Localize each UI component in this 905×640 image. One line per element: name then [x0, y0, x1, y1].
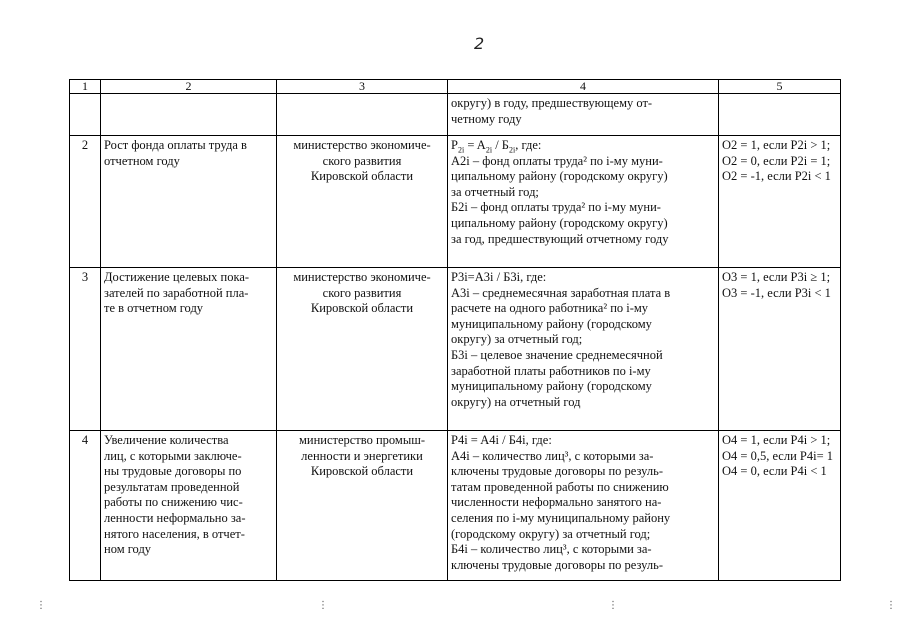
row-number: 3: [70, 268, 101, 431]
text-line: татам проведенной работы по снижению: [451, 479, 669, 494]
table-row: [70, 431, 841, 581]
criteria-table: [69, 79, 841, 581]
text-line: P3i=A3i / Б3i, где:: [451, 270, 547, 284]
text-line: отчетном году: [104, 153, 180, 168]
text-line: численности неформально занятого на-: [451, 495, 662, 510]
scan-mark: ⋮: [886, 600, 896, 611]
table-row: [70, 268, 841, 431]
text-line: P4i = A4i / Б4i, где:: [451, 433, 552, 447]
text-line: за год, предшествующий отчетному году: [451, 231, 669, 246]
column-number: 4: [448, 80, 719, 94]
table-row: [70, 136, 841, 268]
text-line: министерство экономиче-: [293, 270, 431, 284]
text-line: Увеличение количества: [104, 433, 229, 447]
text-line: O2 = 1, если P2i > 1;: [722, 138, 831, 152]
text-line: O3 = -1, если P3i < 1: [722, 285, 831, 300]
text-line: ны трудовые договоры по: [104, 464, 242, 479]
row-number: 4: [70, 431, 101, 581]
text-line: A2i – фонд оплаты труда² по i-му муни-: [451, 153, 663, 168]
text-line: O4 = 1, если P4i > 1;: [722, 433, 831, 447]
text-line: Кировской области: [310, 169, 414, 184]
text-line: O2 = 0, если P2i = 1;: [722, 153, 831, 168]
text-line: ципальному району (городскому округу): [451, 169, 668, 184]
ministry-cell: [277, 431, 448, 581]
column-number-row: [70, 80, 841, 94]
column-number: 2: [101, 80, 277, 94]
table-row: [70, 94, 841, 136]
scores-cell: [719, 431, 841, 581]
text-line: ленности неформально за-: [104, 510, 246, 525]
text-line: O3 = 1, если P3i ≥ 1;: [722, 270, 831, 284]
method-cell: [448, 268, 719, 431]
text-line: ключены трудовые договоры по резуль-: [451, 464, 663, 479]
text-line: министерство экономиче-: [293, 138, 431, 152]
text-line: Б3i – целевое значение среднемесячной: [451, 347, 663, 362]
text-line: результатам проведенной: [104, 479, 240, 494]
text-line: работы по снижению чис-: [104, 495, 243, 510]
text-line: Б4i – количество лиц³, с которыми за-: [451, 542, 652, 557]
page-number: 2: [474, 34, 485, 53]
text-line: муниципальному району (городскому: [451, 379, 652, 394]
text-line: зателей по заработной пла-: [104, 285, 249, 300]
text-line: ленности и энергетики: [301, 448, 423, 463]
method-cell: [448, 431, 719, 581]
text-line: муниципальному району (городскому: [451, 316, 652, 331]
indicator-cell: [101, 431, 277, 581]
text-line: округу) в году, предшествующему от-: [451, 96, 653, 110]
text-line: округу) на отчетный год: [451, 394, 581, 409]
scan-mark: ⋮: [36, 600, 46, 611]
text-line: ского развития: [322, 285, 402, 300]
text-line: лиц, с которыми заключе-: [104, 448, 242, 463]
ministry-cell: [277, 136, 448, 268]
text-line: ключены трудовые договоры по резуль-: [451, 557, 663, 572]
method-cell: [448, 136, 719, 268]
method-cell: [448, 94, 719, 136]
text-line: ном году: [104, 542, 152, 557]
text-line: расчете на одного работника² по i-му: [451, 301, 649, 316]
text-line: заработной платы работников по i-му: [451, 363, 651, 378]
text-line: четному году: [451, 111, 522, 126]
column-number: 1: [70, 80, 101, 94]
column-number: 3: [277, 80, 448, 94]
column-number: 5: [719, 80, 841, 94]
text-line: те в отчетном году: [104, 301, 204, 316]
text-line: ского развития: [322, 153, 402, 168]
text-line: Достижение целевых пока-: [104, 270, 250, 284]
text-line: Кировской области: [310, 464, 414, 479]
scan-mark: ⋮: [318, 600, 328, 611]
text-line: O4 = 0,5, если P4i= 1: [722, 448, 834, 463]
text-line: министерство промыш-: [298, 433, 426, 447]
row-number: 2: [70, 136, 101, 268]
text-line: O4 = 0, если P4i < 1: [722, 464, 827, 479]
text-line: O2 = -1, если P2i < 1: [722, 169, 831, 184]
indicator-cell: [101, 136, 277, 268]
text-line: селения по i-му муниципальному району: [451, 510, 671, 525]
indicator-cell: [101, 268, 277, 431]
text-line: A3i – среднемесячная заработная плата в: [451, 285, 671, 300]
text-line: ципальному району (городскому округу): [451, 215, 668, 230]
text-line: (городскому округу) за отчетный год;: [451, 526, 651, 541]
text-line: нятого населения, в отчет-: [104, 526, 245, 541]
text-line: Кировской области: [310, 301, 414, 316]
text-line: Рост фонда оплаты труда в: [104, 138, 247, 152]
text-line: за отчетный год;: [451, 184, 539, 199]
text-line: округу) за отчетный год;: [451, 332, 583, 347]
scores-cell: [719, 268, 841, 431]
ministry-cell: [277, 268, 448, 431]
scan-mark: ⋮: [608, 600, 618, 611]
formula-line: $P_{2i} = A_{2i} / Б_{2i}$, где:: [451, 138, 542, 155]
text-line: A4i – количество лиц³, с которыми за-: [451, 448, 654, 463]
text-line: Б2i – фонд оплаты труда² по i-му муни-: [451, 200, 661, 215]
scores-cell: [719, 136, 841, 268]
